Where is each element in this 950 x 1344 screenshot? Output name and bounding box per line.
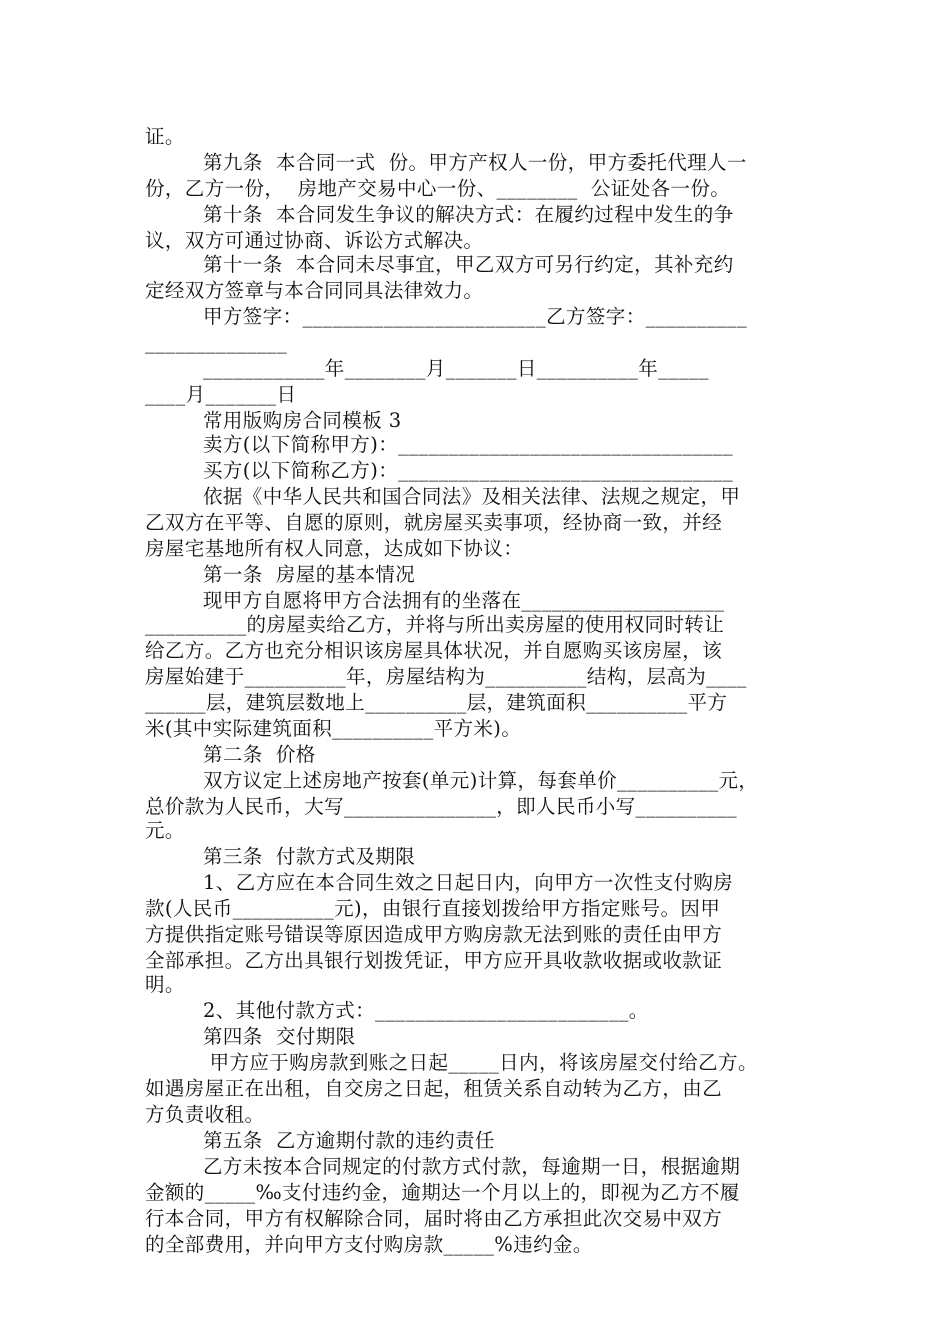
article-5-line: 行本合同，甲方有权解除合同，届时将由乙方承担此次交易中双方 [145, 1207, 723, 1230]
article-1-line: 给乙方。乙方也充分相识该房屋具体状况，并自愿购买该房屋，该 [145, 639, 723, 662]
preamble-line: 乙双方在平等、自愿的原则，就房屋买卖事项，经协商一致，并经 [145, 511, 723, 534]
article-4-line: 甲方应于购房款到账之日起_____日内，将该房屋交付给乙方。 [203, 1051, 758, 1074]
article-1-line: 米(其中实际建筑面积__________平方米)。 [145, 717, 522, 740]
preamble-line: 房屋宅基地所有权人同意，达成如下协议： [145, 537, 524, 560]
article-1-line: 房屋始建于__________年，房屋结构为__________结构，层高为____ [145, 665, 747, 688]
clause-9-line: 第九条 本合同一式 份。甲方产权人一份，甲方委托代理人一 [203, 151, 747, 174]
article-1-heading: 第一条 房屋的基本情况 [203, 563, 416, 586]
article-2-line: 总价款为人民币，大写_______________，即人民币小写__________ [145, 795, 738, 818]
article-1-line: 现甲方自愿将甲方合法拥有的坐落在____________________ [203, 589, 725, 612]
article-5-line: 的全部费用，并向甲方支付购房款_____%违约金。 [145, 1233, 593, 1256]
preamble-line: 依据《中华人民共和国合同法》及相关法律、法规之规定，甲 [203, 485, 741, 508]
article-3-line: 全部承担。乙方出具银行划拨凭证，甲方应开具收款收据或收款证 [145, 949, 723, 972]
article-5-heading: 第五条 乙方逾期付款的违约责任 [203, 1129, 495, 1152]
article-3-line: 款(人民币__________元)，由银行直接划拨给甲方指定账号。因甲 [145, 897, 721, 920]
article-3-line: 明。 [145, 973, 185, 996]
contract-line: 议，双方可通过协商、诉讼方式解决。 [145, 229, 484, 252]
article-2-heading: 第二条 价格 [203, 743, 316, 766]
article-5-line: 金额的_____‰支付违约金，逾期达一个月以上的，即视为乙方不履 [145, 1181, 740, 1204]
date-line: ____________年________月_______日__________年_____ [203, 357, 709, 380]
article-3-heading: 第三条 付款方式及期限 [203, 845, 416, 868]
article-4-line: 方负责收租。 [145, 1103, 265, 1126]
buyer-line: 买方(以下简称乙方)：_________________________________ [203, 459, 734, 482]
article-5-line: 乙方未按本合同规定的付款方式付款，每逾期一日，根据逾期 [203, 1155, 741, 1178]
article-3-line: 方提供指定账号错误等原因造成甲方购房款无法到账的责任由甲方 [145, 923, 723, 946]
contract-line: 定经双方签章与本合同同具法律效力。 [145, 279, 484, 302]
signature-line: ______________ [145, 331, 288, 354]
date-line: ____月_______日 [145, 383, 297, 406]
article-1-line: __________的房屋卖给乙方，并将与所出卖房屋的使用权同时转让 [145, 613, 725, 636]
article-3-line: 2、其他付款方式：_________________________。 [203, 999, 649, 1022]
article-2-line: 双方议定上述房地产按套(单元)计算，每套单价__________元， [203, 769, 759, 792]
template-title: 常用版购房合同模板 3 [203, 409, 402, 432]
article-1-line: ______层，建筑层数地上__________层，建筑面积__________平方 [145, 691, 728, 714]
clause-10-line: 第十条 本合同发生争议的解决方式：在履约过程中发生的争 [203, 203, 734, 226]
clause-11-line: 第十一条 本合同未尽事宜，甲乙双方可另行约定，其补充约 [203, 253, 734, 276]
contract-line: 份，乙方一份， 房地产交易中心一份、________ 公证处各一份。 [145, 177, 731, 200]
contract-line: 证。 [145, 125, 185, 148]
article-4-heading: 第四条 交付期限 [203, 1025, 356, 1048]
article-3-line: 1、乙方应在本合同生效之日起日内，向甲方一次性支付购房 [203, 871, 734, 894]
seller-line: 卖方(以下简称甲方)：_________________________________ [203, 433, 734, 456]
article-4-line: 如遇房屋正在出租，自交房之日起，租赁关系自动转为乙方，由乙 [145, 1077, 723, 1100]
article-2-line: 元。 [145, 819, 185, 842]
signature-line: 甲方签字：________________________乙方签字：__________ [203, 305, 748, 328]
